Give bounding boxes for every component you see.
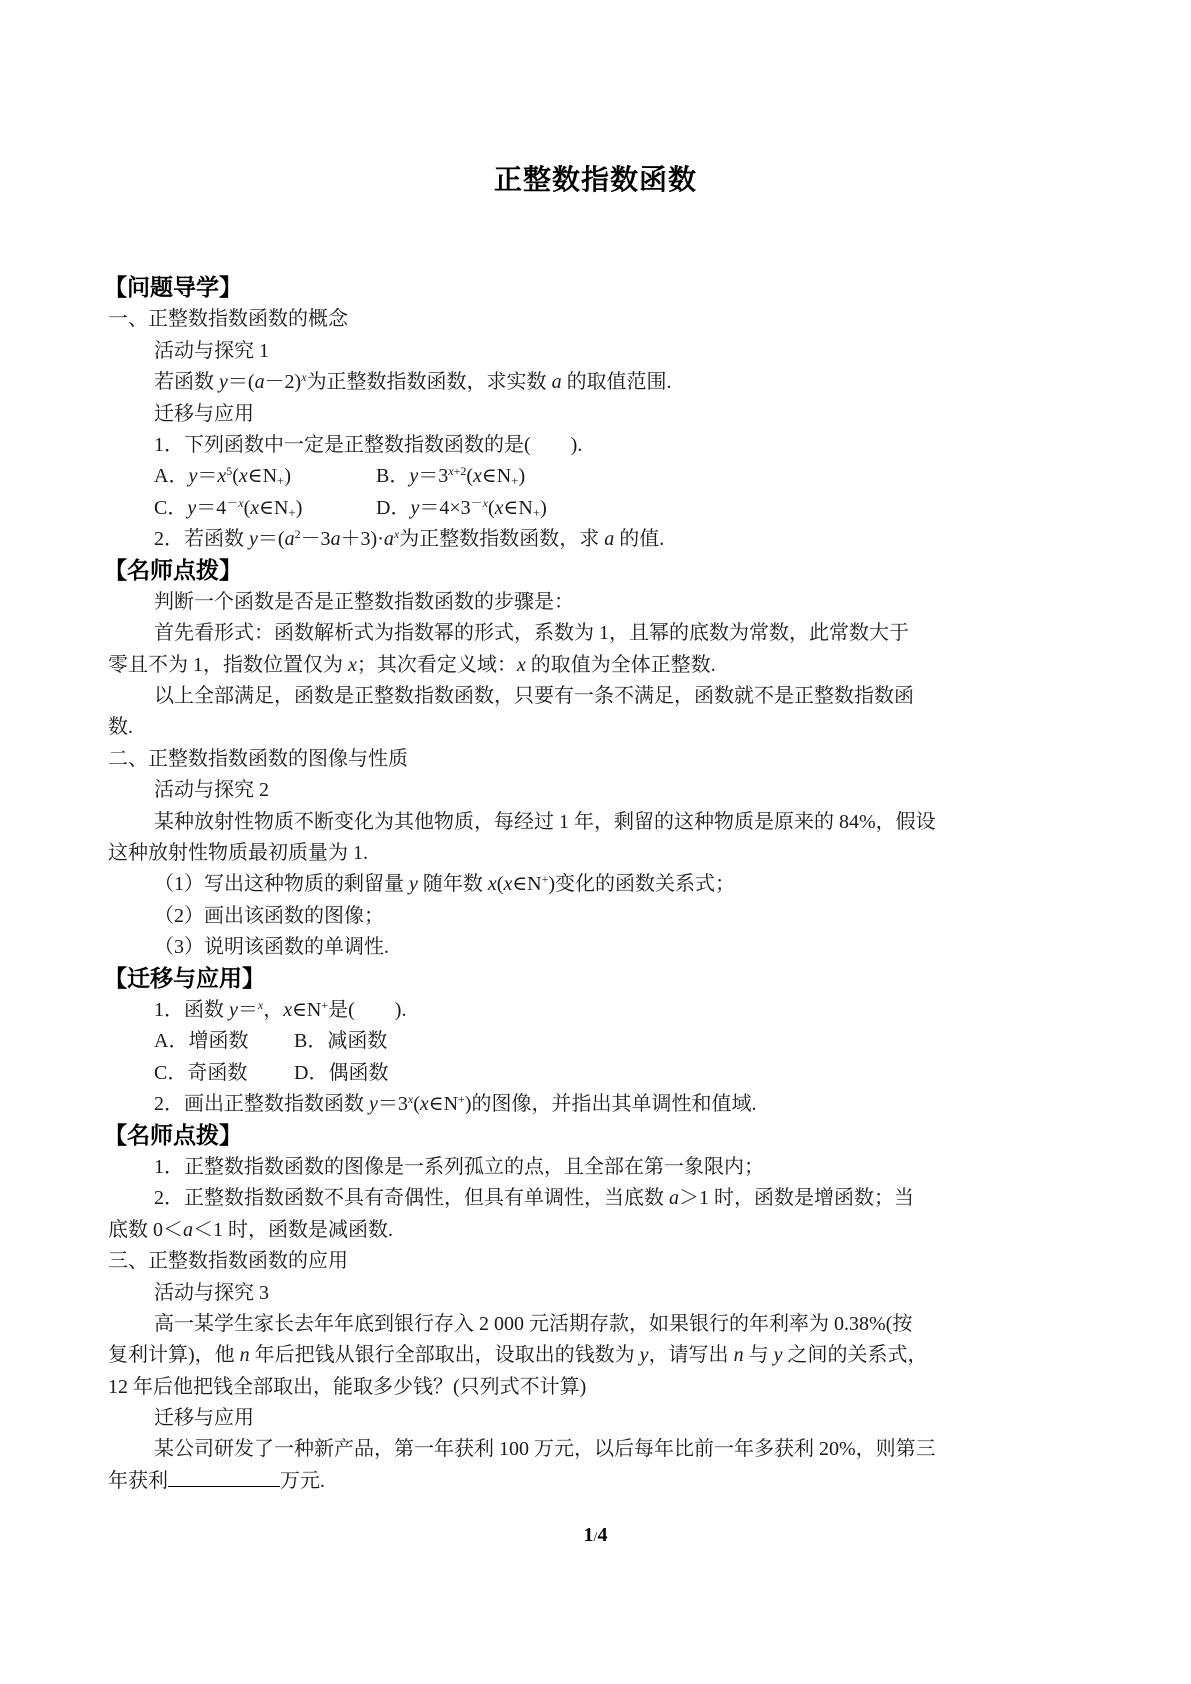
option-c: C．奇函数 [154, 1061, 248, 1084]
document-body [104, 273, 1068, 1497]
application-q1: 1．函数 y＝$^x$，x∈N+是( ). [154, 997, 407, 1021]
option-d: D．$y=4\times 3^{-x}(x\in N_+)$ [376, 495, 547, 520]
tip-1-para-2-line-1: 首先看形式：函数解析式为指数幂的形式，系数为 1，且幂的底数为常数，此常数大于 [154, 622, 909, 645]
activity-2-line-1: 某种放射性物质不断变化为其他物质，每经过 1 年，剩留的这种物质是原来的 84%，假设 [154, 810, 936, 833]
option-b: B．$y=3^{x+2}(x\in N_+)$ [376, 464, 526, 489]
activity-3-line-3: 12 年后他把钱全部取出，能取多少钱？(只列式不计算) [108, 1375, 587, 1398]
activity-2-q3: （3）说明该函数的单调性. [154, 936, 389, 959]
activity-3-line-2: 复利计算)，他 n 年后把钱从银行全部取出，设取出的钱数为 y，请写出 n 与 y 之间的关系式， [108, 1344, 928, 1367]
question-1: 1．下列函数中一定是正整数指数函数的是( ). [154, 433, 583, 456]
tip-1-para-1: 判断一个函数是否是正整数指数函数的步骤是： [154, 590, 574, 613]
application-label-3: 迁移与应用 [154, 1407, 254, 1430]
option-b: B．减函数 [294, 1030, 388, 1053]
application-q1-options-ab [108, 1026, 1068, 1057]
tip-2-para-2-line-2: 底数 0＜a＜1 时，函数是减函数. [108, 1218, 393, 1241]
activity-2-line-2: 这种放射性物质最初质量为 1. [108, 842, 368, 865]
activity-label-2: 活动与探究 2 [154, 779, 269, 802]
application-q1-options-cd [108, 1058, 1068, 1089]
section-heading-problem-guide: 【问题导学】 [104, 275, 242, 301]
option-a: A．$y=x^5(x\in N_+)$ [154, 464, 292, 489]
subsection-title-application: 三、正整数指数函数的应用 [108, 1250, 348, 1273]
tip-1-para-2-line-2: 零且不为 1，指数位置仅为 x；其次看定义域：x 的取值为全体正整数. [108, 653, 716, 676]
activity-label-1: 活动与探究 1 [154, 339, 269, 362]
activity-2-q2: （2）画出该函数的图像； [154, 904, 384, 927]
tip-1-para-3-line-2: 数. [108, 716, 133, 739]
option-d: D．偶函数 [294, 1061, 389, 1084]
option-a: A．增函数 [154, 1030, 249, 1053]
page-number: 1/4 [583, 1524, 608, 1546]
page-title: 正整数指数函数 [493, 163, 697, 196]
question-1-options-ab [108, 461, 1068, 492]
tip-1-para-3-line-1: 以上全部满足，函数是正整数指数函数，只要有一条不满足，函数就不是正整数指数函 [154, 685, 914, 708]
application-label-1: 迁移与应用 [154, 402, 254, 425]
section-heading-teacher-tip-2: 【名师点拨】 [104, 1122, 242, 1149]
application-3-line-1: 某公司研发了一种新产品，第一年获利 100 万元，以后每年比前一年多获利 20%，则第三 [154, 1438, 936, 1461]
option-c: C．$y=4^{-x}(x\in N_+)$ [154, 495, 303, 520]
tip-2-para-2-line-1: 2．正整数指数函数不具有奇偶性，但具有单调性，当底数 a＞1 时，函数是增函数；当 [154, 1187, 914, 1210]
subsection-title-concept: 一、正整数指数函数的概念 [108, 308, 348, 331]
section-heading-application: 【迁移与应用】 [104, 965, 265, 992]
question-2: 2．若函数 $y=(a^2-3a+3)\cdot a^x$为正整数指数函数，求 a 的值. [154, 527, 665, 551]
application-q2: 2．画出正整数指数函数 $y=3^x(x\in N^+)$的图像，并指出其单调性和值域. [154, 1092, 757, 1116]
activity-3-line-1: 高一某学生家长去年年底到银行存入 2 000 元活期存款，如果银行的年利率为 0.38%(按 [154, 1312, 913, 1335]
subsection-title-graph: 二、正整数指数函数的图像与性质 [108, 747, 408, 770]
activity-1-text: 若函数 $y=(a-2)^x$为正整数指数函数，求实数 a 的取值范围. [154, 370, 672, 394]
question-1-options-cd [108, 493, 1068, 524]
section-heading-teacher-tip-1: 【名师点拨】 [104, 557, 242, 584]
answer-blank[interactable] [168, 1466, 280, 1487]
activity-2-q1: （1）写出这种物质的剩留量 y 随年数 x(x∈N+)变化的函数关系式； [154, 872, 736, 896]
tip-2-para-1: 1．正整数指数函数的图像是一系列孤立的点，且全部在第一象限内； [154, 1155, 764, 1178]
application-3-line-2: 年获利 万元. [108, 1466, 1068, 1497]
activity-label-3: 活动与探究 3 [154, 1281, 269, 1304]
